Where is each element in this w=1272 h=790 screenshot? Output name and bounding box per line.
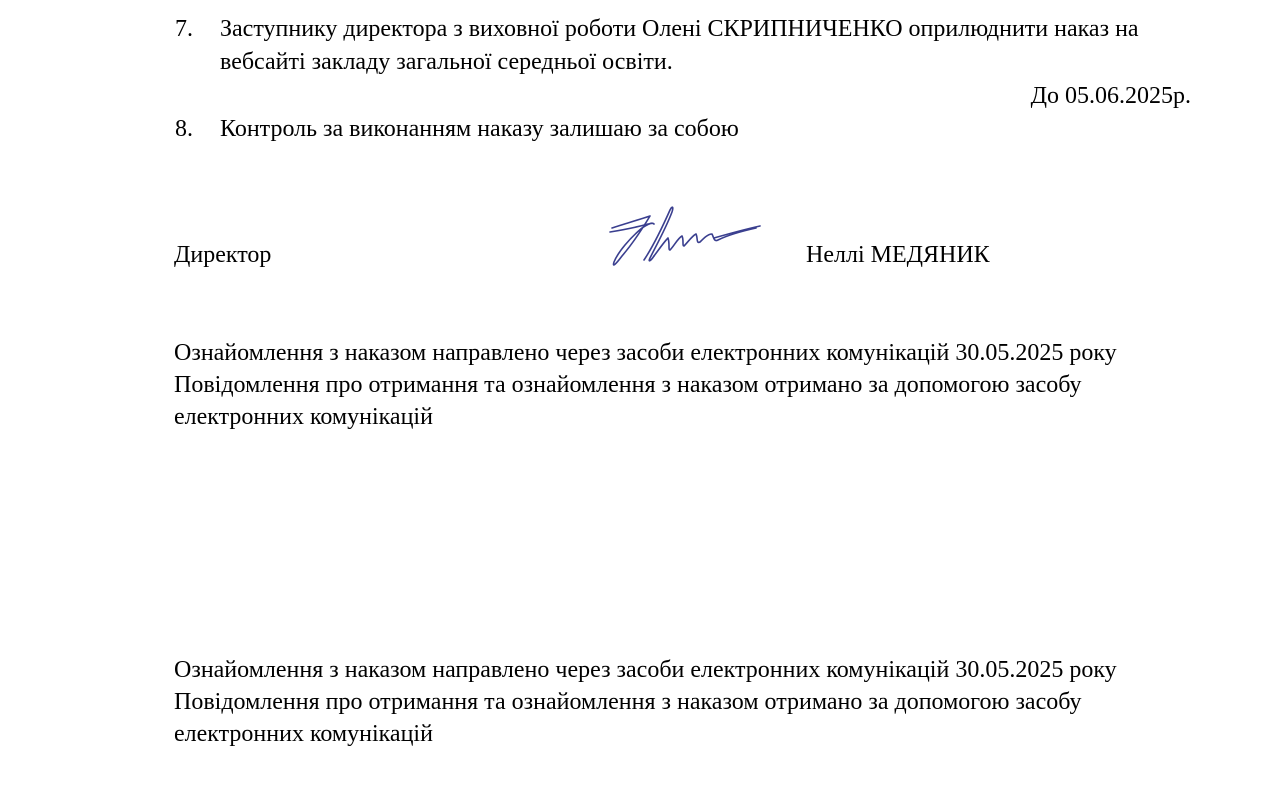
- notice-line: електронних комунікацій: [174, 721, 433, 747]
- list-item-text: Контроль за виконанням наказу залишаю за собою: [220, 116, 739, 142]
- notice-line: Повідомлення про отримання та ознайомлення з наказом отримано за допомогою засобу: [174, 689, 1082, 715]
- list-item-7: [174, 13, 1194, 79]
- list-item-number: 7.: [175, 16, 193, 42]
- list-item-8: [174, 113, 1194, 146]
- list-item-number: 8.: [175, 116, 193, 142]
- handwritten-signature: [604, 198, 764, 274]
- notice-line: Повідомлення про отримання та ознайомлення з наказом отримано за допомогою засобу: [174, 372, 1082, 398]
- signatory-role: Директор: [174, 242, 272, 268]
- notice-line: електронних комунікацій: [174, 404, 433, 430]
- notice-line: Ознайомлення з наказом направлено через засоби електронних комунікацій 30.05.2025 року: [174, 657, 1117, 683]
- signatory-name: Неллі МЕДЯНИК: [806, 242, 990, 268]
- list-item-text: Заступнику директора з виховної роботи Олені СКРИПНИЧЕНКО оприлюднити наказ на вебсайті закладу загальної середньої освіти.: [220, 16, 1139, 75]
- notice-block: [174, 337, 1194, 433]
- deadline-text: До 05.06.2025р.: [1030, 83, 1191, 109]
- notice-block: [174, 654, 1194, 750]
- notice-line: Ознайомлення з наказом направлено через засоби електронних комунікацій 30.05.2025 року: [174, 340, 1117, 366]
